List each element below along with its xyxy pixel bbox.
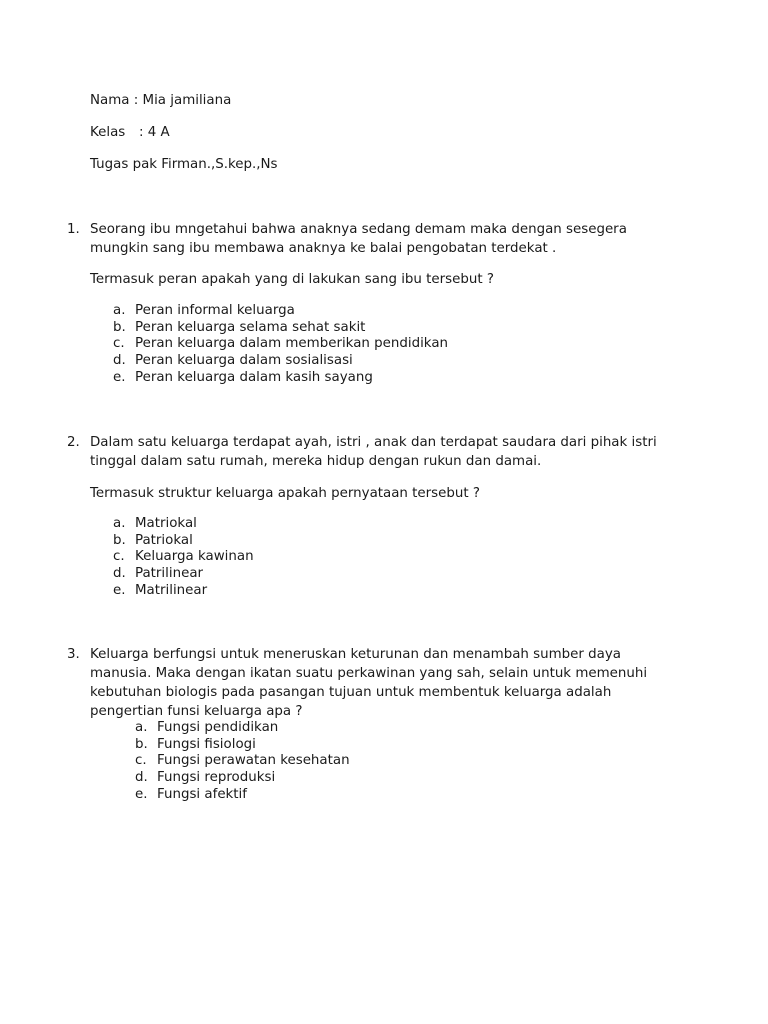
option-text: Fungsi perawatan kesehatan	[157, 753, 350, 769]
question-text-line: Dalam satu keluarga terdapat ayah, istri , anak dan terdapat saudara dari pihak istri	[90, 435, 657, 450]
answer-option	[113, 566, 254, 583]
option-text: Fungsi afektif	[157, 786, 247, 802]
option-letter: b.	[135, 736, 148, 752]
option-letter: d.	[113, 566, 126, 582]
answer-option	[135, 737, 350, 754]
name-value: Mia jamiliana	[142, 93, 232, 108]
question-text-line: manusia. Maka dengan ikatan suatu perkawinan yang sah, selain untuk memenuhi	[90, 666, 648, 681]
option-text: Peran keluarga selama sehat sakit	[135, 319, 366, 335]
option-letter: b.	[113, 532, 126, 548]
question-text-line: kebutuhan biologis pada pasangan tujuan untuk membentuk keluarga adalah	[90, 685, 612, 700]
option-letter: e.	[113, 369, 126, 385]
name-separator: :	[133, 93, 143, 108]
question-text-line: Seorang ibu mngetahui bahwa anaknya sedang demam maka dengan sesegera	[90, 222, 627, 237]
answer-option	[113, 533, 254, 550]
question-number: 2.	[67, 435, 80, 450]
option-letter: a.	[135, 720, 148, 735]
option-letter: e.	[113, 582, 126, 598]
question-number: 3.	[67, 647, 80, 662]
answer-option	[113, 320, 448, 337]
answer-option	[113, 516, 254, 533]
answer-option	[113, 549, 254, 566]
option-text: Peran informal keluarga	[135, 303, 295, 318]
answer-options	[113, 303, 448, 387]
answer-option	[113, 336, 448, 353]
answer-option	[113, 583, 254, 600]
question-text-line: tinggal dalam satu rumah, mereka hidup dengan rukun dan damai.	[90, 454, 542, 469]
answer-option	[113, 370, 448, 387]
answer-option	[135, 753, 350, 770]
name-line	[90, 91, 231, 110]
option-text: Fungsi pendidikan	[157, 720, 279, 735]
answer-option	[113, 353, 448, 370]
name-label: Nama	[90, 93, 130, 108]
answer-option	[135, 787, 350, 804]
class-line	[90, 123, 170, 142]
option-text: Patrilinear	[135, 566, 204, 582]
option-text: Keluarga kawinan	[135, 549, 254, 565]
question-text-line: mungkin sang ibu membawa anaknya ke balai pengobatan terdekat .	[90, 241, 557, 256]
option-letter: a.	[113, 516, 126, 531]
class-label: Kelas	[90, 125, 126, 140]
option-text: Peran keluarga dalam sosialisasi	[135, 353, 353, 369]
assignment-line: Tugas pak Firman.,S.kep.,Ns	[90, 157, 278, 172]
option-letter: d.	[135, 770, 148, 786]
answer-options	[135, 720, 350, 804]
question-text-line: pengertian funsi keluarga apa ?	[90, 704, 303, 719]
class-value: 4 A	[147, 125, 170, 140]
option-text: Peran keluarga dalam memberikan pendidikan	[135, 336, 449, 352]
answer-options	[113, 516, 254, 600]
question-prompt: Termasuk peran apakah yang di lakukan sang ibu tersebut ?	[90, 272, 494, 287]
answer-option	[135, 770, 350, 787]
answer-option	[135, 720, 350, 737]
question-number: 1.	[67, 222, 80, 237]
option-text: Matrilinear	[135, 582, 208, 598]
class-separator: :	[139, 125, 148, 140]
option-letter: d.	[113, 353, 126, 369]
question-prompt: Termasuk struktur keluarga apakah pernyataan tersebut ?	[90, 486, 480, 501]
question-text-line: Keluarga berfungsi untuk meneruskan keturunan dan menambah sumber daya	[90, 647, 621, 662]
option-text: Patriokal	[135, 532, 193, 548]
option-letter: e.	[135, 786, 148, 802]
option-letter: c.	[113, 549, 125, 565]
option-text: Fungsi fisiologi	[157, 736, 256, 752]
option-text: Matriokal	[135, 516, 197, 531]
answer-option	[113, 303, 448, 320]
option-text: Fungsi reproduksi	[157, 770, 276, 786]
option-letter: a.	[113, 303, 126, 318]
option-letter: b.	[113, 319, 126, 335]
option-text: Peran keluarga dalam kasih sayang	[135, 369, 373, 385]
option-letter: c.	[135, 753, 147, 769]
option-letter: c.	[113, 336, 125, 352]
